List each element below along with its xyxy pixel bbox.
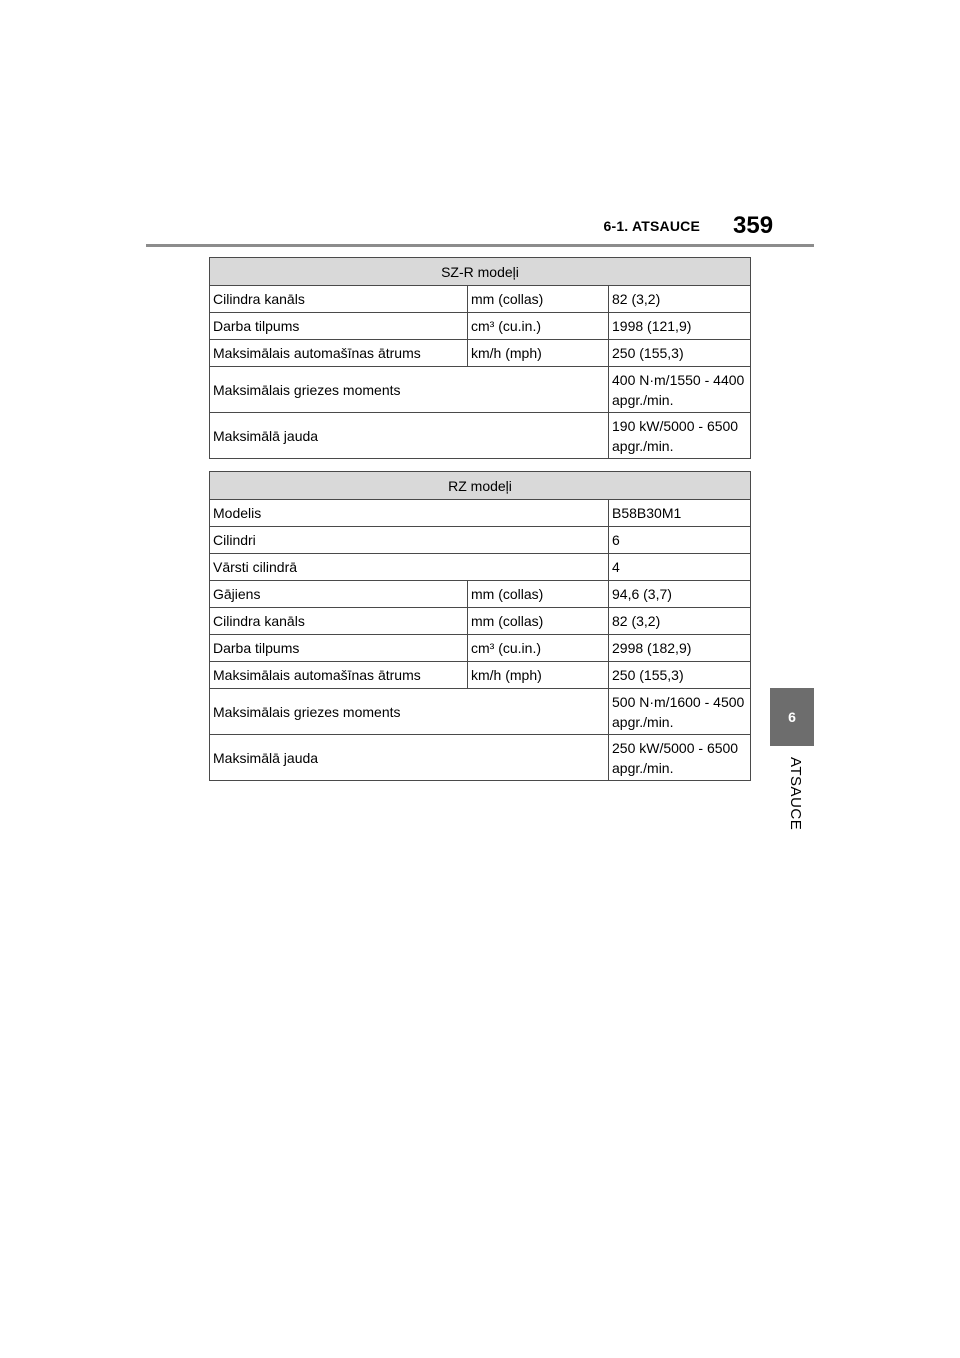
- table-cell: Darba tilpums: [210, 635, 468, 662]
- table-row: [210, 527, 751, 554]
- table-cell: 6: [609, 527, 751, 554]
- table-cell: 94,6 (3,7): [609, 581, 751, 608]
- table-cell: Cilindri: [210, 527, 609, 554]
- table-cell: 4: [609, 554, 751, 581]
- table-cell: Vārsti cilindrā: [210, 554, 609, 581]
- table-cell: Gājiens: [210, 581, 468, 608]
- table-row: [210, 313, 751, 340]
- table-cell: mm (collas): [468, 581, 609, 608]
- chapter-title: ATSAUCE: [787, 757, 804, 831]
- table-row: [210, 581, 751, 608]
- table-row: [210, 413, 751, 459]
- header-divider: [146, 244, 814, 247]
- table-cell: Darba tilpums: [210, 313, 468, 340]
- table-row: [210, 608, 751, 635]
- chapter-tab: [770, 688, 814, 746]
- table-cell: mm (collas): [468, 286, 609, 313]
- table-row: [210, 735, 751, 781]
- table-cell: 82 (3,2): [609, 608, 751, 635]
- chapter-number: 6: [788, 709, 796, 725]
- table-row: [210, 367, 751, 413]
- table-cell: 2998 (182,9): [609, 635, 751, 662]
- table-cell: Cilindra kanāls: [210, 608, 468, 635]
- table-row: [210, 340, 751, 367]
- table-cell: Maksimālais automašīnas ātrums: [210, 340, 468, 367]
- table-row: [210, 500, 751, 527]
- table-cell: 400 N·m/1550 - 4400 apgr./min.: [609, 367, 751, 413]
- table-cell: 250 (155,3): [609, 662, 751, 689]
- table-cell: Maksimālā jauda: [210, 735, 609, 781]
- table-cell: Maksimālais griezes moments: [210, 367, 609, 413]
- table-cell: B58B30M1: [609, 500, 751, 527]
- table-cell: 250 (155,3): [609, 340, 751, 367]
- table-cell: 500 N·m/1600 - 4500 apgr./min.: [609, 689, 751, 735]
- table-cell: mm (collas): [468, 608, 609, 635]
- table-cell: cm³ (cu.in.): [468, 313, 609, 340]
- table-row: [210, 635, 751, 662]
- table-cell: Modelis: [210, 500, 609, 527]
- table-cell: 250 kW/5000 - 6500 apgr./min.: [609, 735, 751, 781]
- spec-table-sz-r: [209, 257, 751, 459]
- table-row: [210, 689, 751, 735]
- table-caption: RZ modeļi: [210, 472, 751, 500]
- table-caption: SZ-R modeļi: [210, 258, 751, 286]
- table-row: [210, 662, 751, 689]
- table-cell: Maksimālais automašīnas ātrums: [210, 662, 468, 689]
- spec-table-rz: [209, 471, 751, 781]
- table-cell: 82 (3,2): [609, 286, 751, 313]
- table-cell: Cilindra kanāls: [210, 286, 468, 313]
- table-cell: cm³ (cu.in.): [468, 635, 609, 662]
- table-cell: km/h (mph): [468, 662, 609, 689]
- table-cell: Maksimālais griezes moments: [210, 689, 609, 735]
- section-title: 6-1. ATSAUCE: [603, 218, 700, 234]
- table-cell: km/h (mph): [468, 340, 609, 367]
- page-number: 359: [733, 212, 774, 239]
- table-row: [210, 554, 751, 581]
- table-cell: 1998 (121,9): [609, 313, 751, 340]
- table-cell: Maksimālā jauda: [210, 413, 609, 459]
- table-cell: 190 kW/5000 - 6500 apgr./min.: [609, 413, 751, 459]
- table-row: [210, 286, 751, 313]
